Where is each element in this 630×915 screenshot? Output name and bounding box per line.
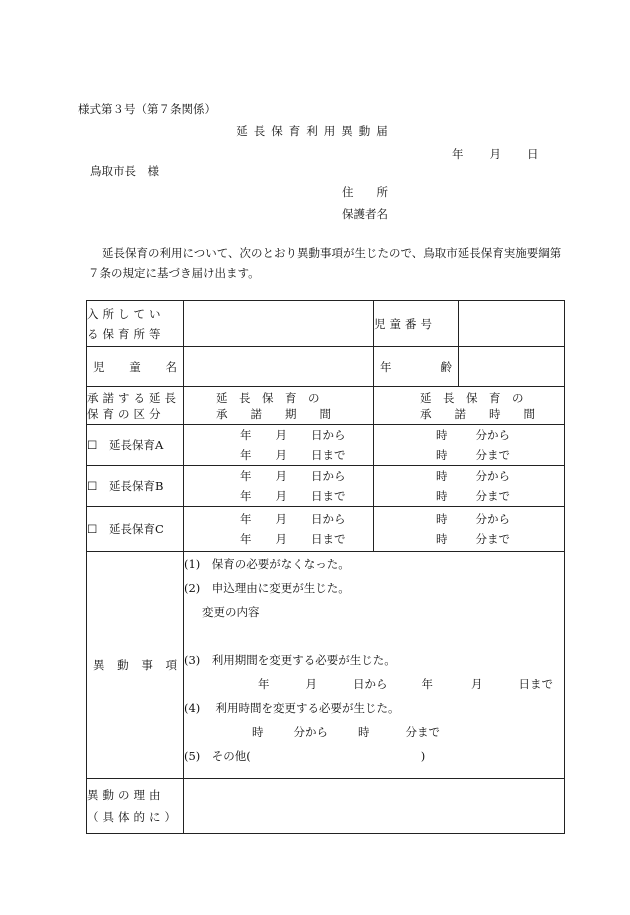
age-label: 年 齢	[374, 347, 459, 387]
option-a-period: 年 月 日から 年 月 日まで	[184, 425, 374, 466]
category-label: 承諾する延長 保育の区分	[87, 387, 184, 425]
option-c[interactable]	[87, 507, 184, 552]
date-month: 月	[489, 147, 501, 161]
change-item-1[interactable]: (1) 保育の必要がなくなった。	[184, 557, 350, 571]
age-field[interactable]	[459, 347, 565, 387]
child-number-label: 児童番号	[374, 301, 459, 347]
period-header: 延 長 保 育 の 承 諾 期 間	[184, 387, 374, 425]
reason-label: 異動の理由 （具体的に）	[87, 779, 184, 834]
option-b[interactable]	[87, 466, 184, 507]
time-header: 延 長 保 育 の 承 諾 時 間	[374, 387, 565, 425]
notification-form-table	[86, 300, 565, 834]
child-name-label: 児 童 名	[87, 347, 184, 387]
child-name-field[interactable]	[184, 347, 374, 387]
reason-field[interactable]	[184, 779, 565, 834]
checkbox-icon[interactable]: ☐	[87, 438, 98, 452]
option-a-label: 延長保育A	[108, 438, 164, 452]
addressee: 鳥取市長 様	[90, 164, 159, 178]
category-header-row	[87, 387, 565, 425]
child-number-field[interactable]	[459, 301, 565, 347]
option-row-a	[87, 425, 565, 466]
option-b-label: 延長保育B	[108, 479, 164, 493]
option-a[interactable]	[87, 425, 184, 466]
document-title: 延長保育利用異動届	[236, 124, 394, 138]
change-item-4-range: 時 分から 時 分まで	[252, 725, 440, 739]
reason-row	[87, 779, 565, 834]
option-b-time: 時 分から 時 分まで	[374, 466, 565, 507]
option-c-time: 時 分から 時 分まで	[374, 507, 565, 552]
checkbox-icon[interactable]: ☐	[87, 522, 98, 536]
change-item-4[interactable]: (4) 利用時間を変更する必要が生じた。	[184, 701, 400, 715]
option-row-b	[87, 466, 565, 507]
facility-row	[87, 301, 565, 347]
date-day: 日	[527, 147, 539, 161]
option-c-period: 年 月 日から 年 月 日まで	[184, 507, 374, 552]
submission-date	[452, 146, 539, 162]
changes-label: 異 動 事 項	[87, 552, 184, 779]
option-a-time: 時 分から 時 分まで	[374, 425, 565, 466]
date-year: 年	[452, 147, 464, 161]
change-item-2[interactable]: (2) 申込理由に変更が生じた。	[184, 581, 350, 595]
changes-row	[87, 552, 565, 779]
change-item-5[interactable]: (5) その他( )	[184, 749, 426, 763]
changes-list	[184, 552, 565, 779]
change-item-2-detail-field[interactable]	[184, 624, 564, 648]
change-item-2-detail-label: 変更の内容	[202, 605, 260, 619]
checkbox-icon[interactable]: ☐	[87, 479, 98, 493]
option-row-c	[87, 507, 565, 552]
option-c-label: 延長保育C	[108, 522, 164, 536]
guardian-name-label: 保護者名	[342, 207, 388, 221]
address-label: 住 所	[342, 185, 388, 199]
child-name-row	[87, 347, 565, 387]
facility-label: 入所してい る保育所等	[87, 301, 184, 347]
change-item-3[interactable]: (3) 利用期間を変更する必要が生じた。	[184, 653, 396, 667]
facility-field[interactable]	[184, 301, 374, 347]
form-number: 様式第３号（第７条関係）	[78, 102, 216, 116]
body-text: 延長保育の利用について、次のとおり異動事項が生じたので、鳥取市延長保育実施要綱第７条の規定に基づき届け出ます。	[88, 246, 562, 280]
option-b-period: 年 月 日から 年 月 日まで	[184, 466, 374, 507]
change-item-3-range: 年 月 日から 年 月 日まで	[258, 677, 553, 691]
